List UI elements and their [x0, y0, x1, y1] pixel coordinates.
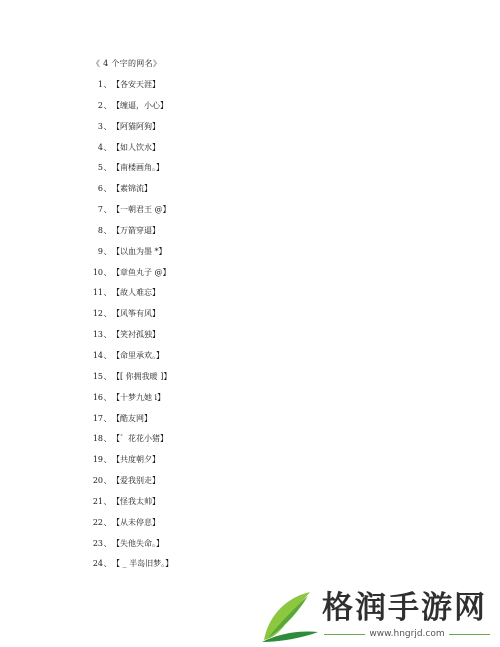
- list-item: [90, 330, 173, 351]
- item-number: 11: [92, 288, 103, 298]
- list-item: [90, 122, 173, 143]
- list-item: [90, 455, 173, 476]
- item-separator: 、: [103, 246, 112, 256]
- list-item: [90, 434, 173, 455]
- list-item: [90, 184, 173, 205]
- item-separator: 、: [103, 371, 112, 381]
- list-item: [90, 101, 173, 122]
- item-separator: 、: [103, 142, 112, 152]
- item-separator: 、: [103, 434, 112, 444]
- nickname-text: 【共度朝夕】: [112, 455, 160, 465]
- item-number: 12: [92, 309, 103, 319]
- item-number: 24: [92, 559, 103, 569]
- item-separator: 、: [103, 330, 112, 340]
- item-number: 20: [92, 476, 103, 486]
- list-item: [90, 393, 173, 414]
- item-separator: 、: [103, 205, 112, 215]
- list-item: [90, 559, 173, 580]
- list-item: [90, 226, 173, 247]
- item-separator: 、: [103, 476, 112, 486]
- item-number: 14: [92, 350, 103, 360]
- item-number: 13: [92, 330, 103, 340]
- nickname-text: 【十梦九她 i】: [112, 392, 166, 402]
- item-separator: 、: [103, 100, 112, 110]
- item-separator: 、: [103, 538, 112, 548]
- nickname-text: 【各安天涯】: [112, 80, 160, 89]
- item-number: 2: [97, 100, 103, 110]
- item-number: 16: [92, 392, 103, 402]
- nickname-text: 【爱我别走】: [112, 476, 160, 486]
- item-separator: 、: [103, 559, 112, 569]
- item-separator: 、: [103, 496, 112, 506]
- item-number: 4: [97, 142, 103, 152]
- item-number: 6: [97, 184, 103, 194]
- list-item: [90, 518, 173, 539]
- watermark-url-row: [324, 628, 490, 640]
- item-separator: 、: [103, 517, 112, 527]
- item-number: 10: [92, 267, 103, 277]
- list-item: [90, 351, 173, 372]
- item-number: 22: [92, 517, 103, 527]
- divider-line: [449, 634, 490, 635]
- nickname-text: 【[ 你拥我暖 ]】: [112, 371, 172, 381]
- nickname-text: 【笑衬孤独】: [112, 330, 160, 340]
- item-number: 15: [92, 371, 103, 381]
- item-number: 17: [92, 413, 103, 423]
- divider-line: [324, 634, 365, 635]
- nickname-text: 【素锦流】: [112, 184, 152, 194]
- item-number: 1: [97, 80, 103, 89]
- list-item: [90, 497, 173, 518]
- item-separator: 、: [103, 350, 112, 360]
- item-separator: 、: [103, 309, 112, 319]
- item-number: 9: [97, 246, 103, 256]
- leaf-logo-icon: [258, 588, 322, 644]
- item-number: 23: [92, 538, 103, 548]
- list-item: [90, 372, 173, 393]
- nickname-text: 【 _ 半岛旧梦。】: [112, 559, 174, 569]
- list-item: [90, 80, 173, 101]
- list-item: [90, 288, 173, 309]
- item-separator: 、: [103, 267, 112, 277]
- item-separator: 、: [103, 163, 112, 173]
- list-item: [90, 247, 173, 268]
- item-separator: 、: [103, 392, 112, 402]
- item-number: 18: [92, 434, 103, 444]
- item-separator: 、: [103, 184, 112, 194]
- item-separator: 、: [103, 121, 112, 131]
- nickname-text: 【怪我太帅】: [112, 496, 160, 506]
- nickname-text: 【以血为墨 *】: [112, 246, 167, 256]
- nickname-text: 【南楼画角。】: [112, 163, 164, 173]
- item-number: 21: [92, 496, 103, 506]
- item-number: 19: [92, 455, 103, 465]
- nickname-text: 【失他失命。】: [112, 538, 164, 548]
- list-item: [90, 476, 173, 497]
- item-number: 8: [97, 225, 103, 235]
- nickname-text: 【如人饮水】: [112, 142, 160, 152]
- nickname-text: 【命里承欢。】: [112, 350, 164, 360]
- list-item: [90, 205, 173, 226]
- watermark-title: 格润手游网: [322, 590, 487, 626]
- item-separator: 、: [103, 413, 112, 423]
- list-item: [90, 163, 173, 184]
- list-item: [90, 539, 173, 560]
- nickname-text: 【万箭穿逼】: [112, 225, 160, 235]
- item-separator: 、: [103, 225, 112, 235]
- item-number: 3: [97, 121, 103, 131]
- nickname-text: 【章鱼丸子 @】: [112, 267, 171, 277]
- nickname-text: 【缠逼，小心】: [112, 100, 168, 110]
- nickname-text: 【゛花花小猪】: [112, 434, 168, 444]
- list-item: [90, 414, 173, 435]
- item-number: 7: [97, 205, 103, 215]
- nickname-text: 【酷友网】: [112, 413, 152, 423]
- nickname-text: 【一朝君王 @】: [112, 205, 171, 215]
- item-separator: 、: [103, 288, 112, 298]
- document-title: 《 4 个字的网名》: [92, 59, 162, 68]
- item-separator: 、: [103, 455, 112, 465]
- item-separator: 、: [103, 80, 112, 89]
- list-item: [90, 268, 173, 289]
- item-number: 5: [97, 163, 103, 173]
- list-item: [90, 143, 173, 164]
- nickname-text: 【阿猫阿狗】: [112, 121, 160, 131]
- watermark-url: www.hngrjd.com: [369, 629, 445, 639]
- nickname-text: 【从未停息】: [112, 517, 160, 527]
- list-item: [90, 309, 173, 330]
- nickname-text: 【风筝有风】: [112, 309, 160, 319]
- watermark-logo: [258, 588, 494, 644]
- nickname-text: 【故人难忘】: [112, 288, 160, 298]
- name-list: [90, 80, 173, 580]
